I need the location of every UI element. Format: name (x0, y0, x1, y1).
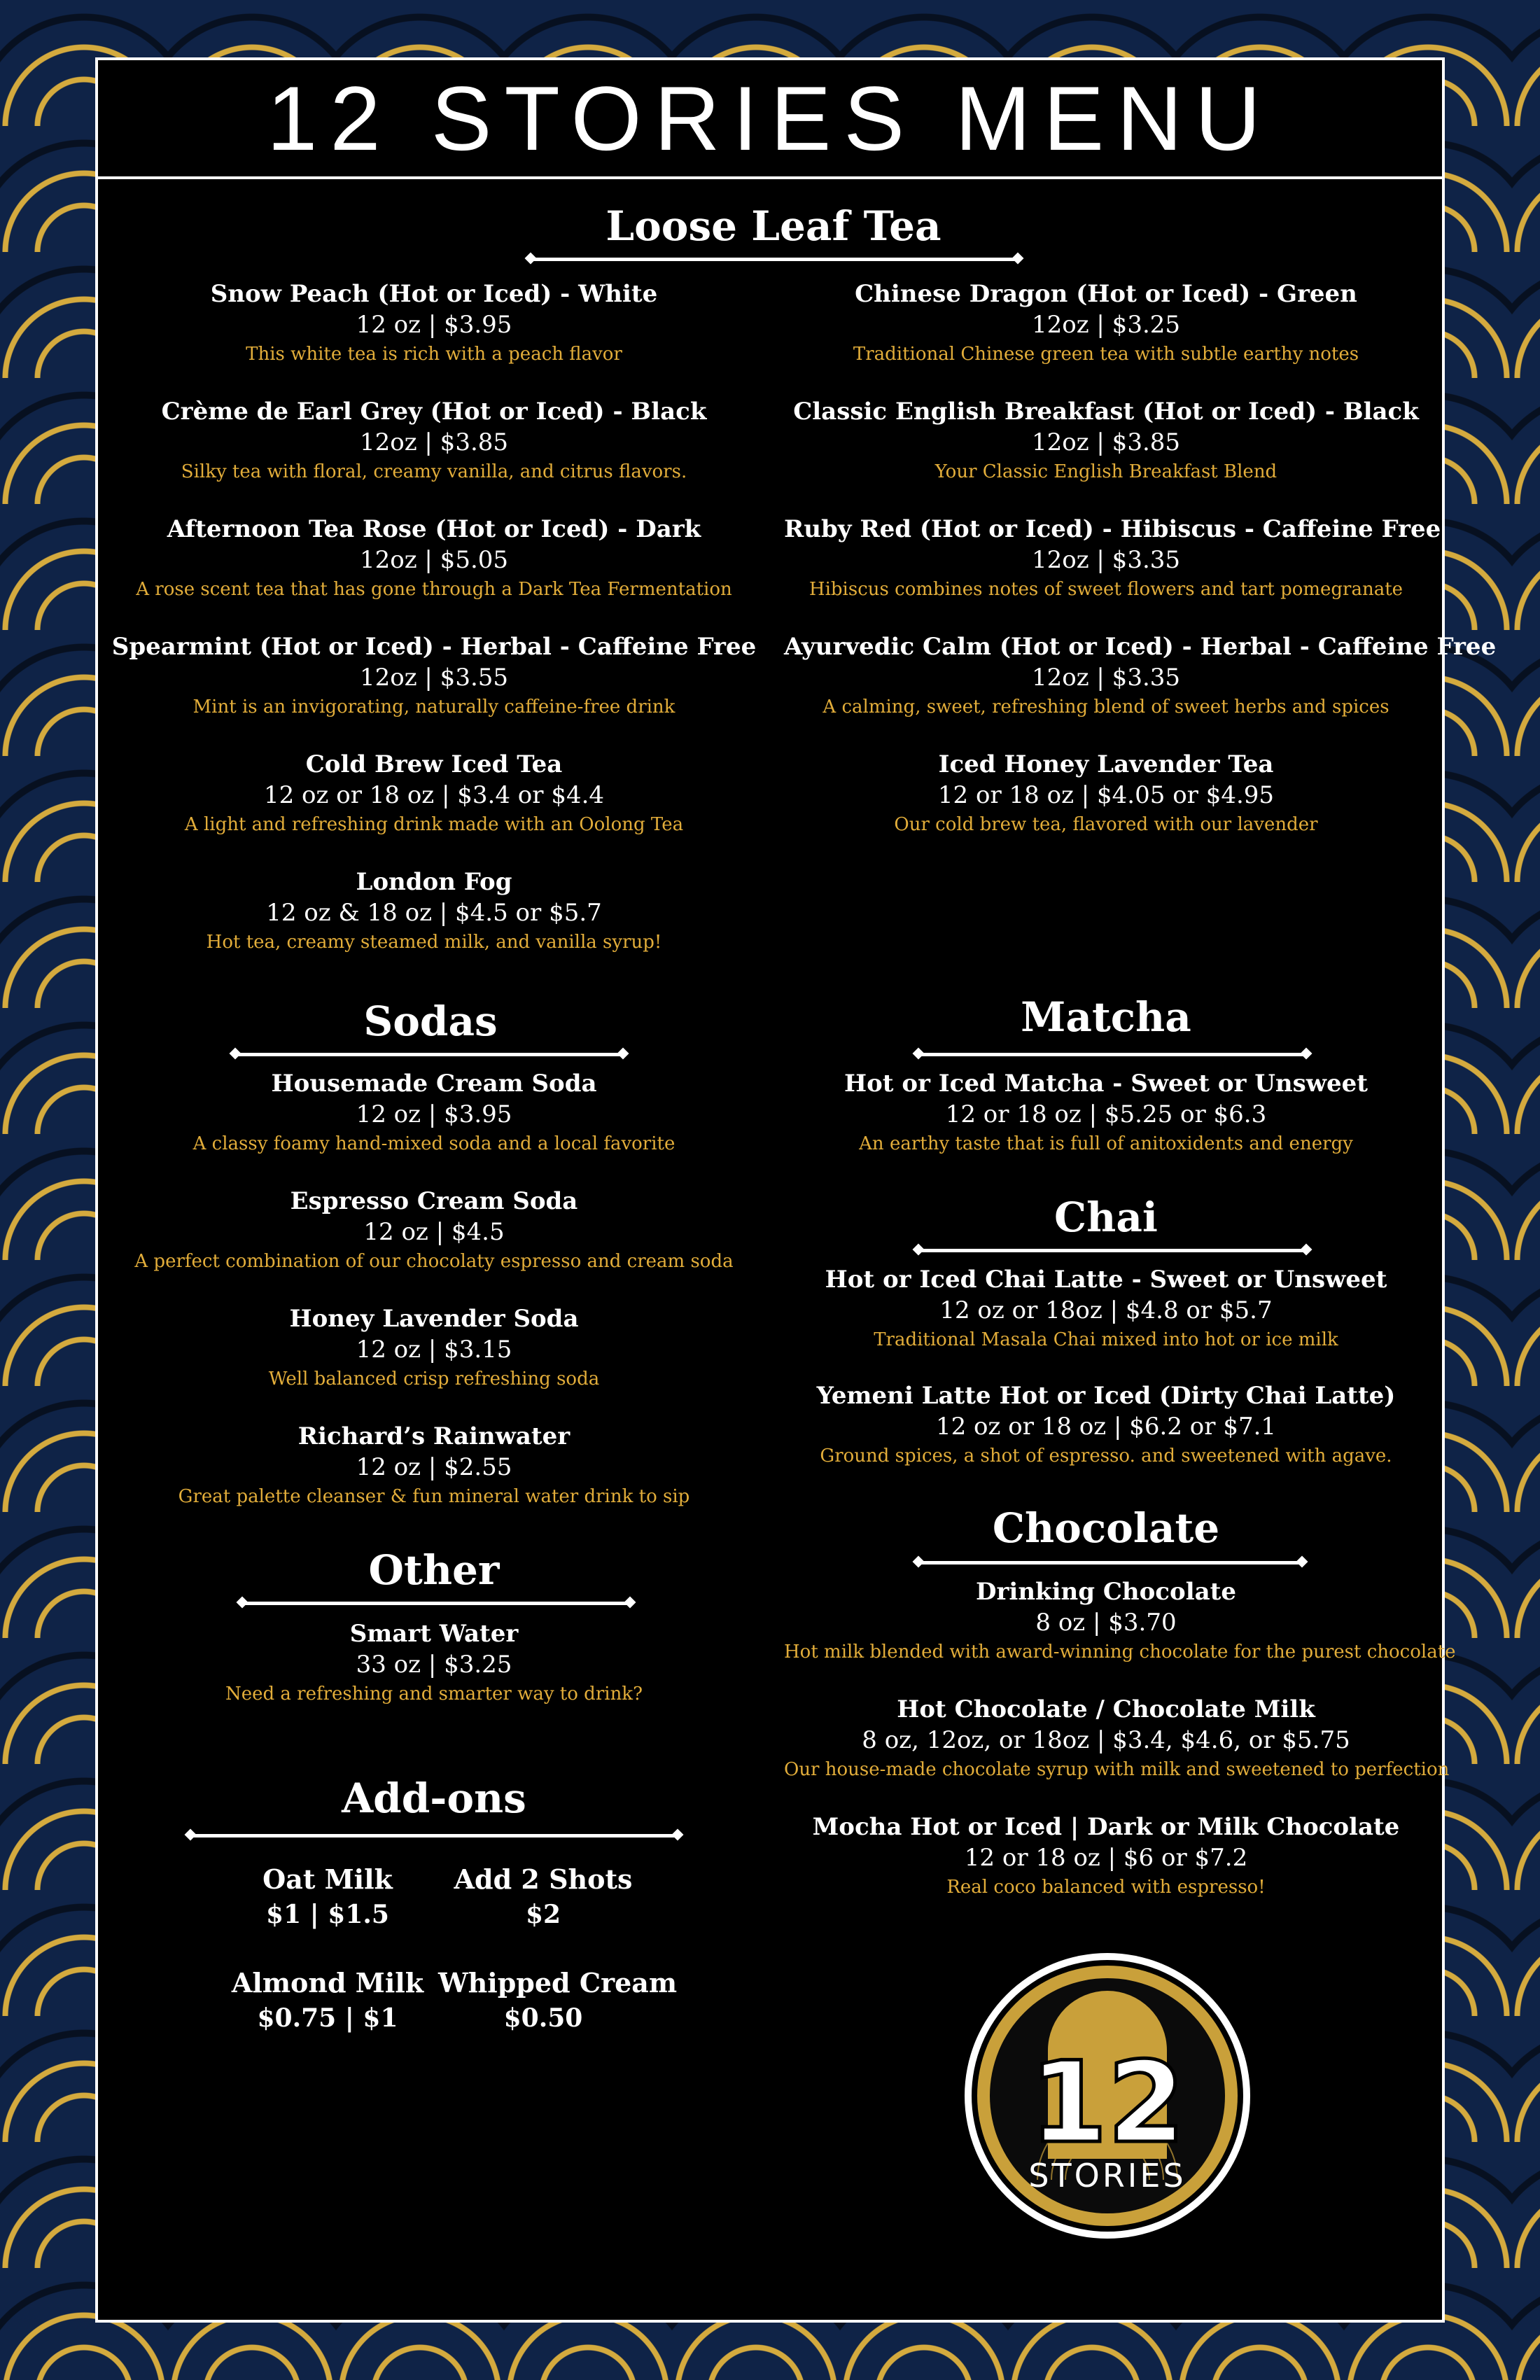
menu-item (784, 631, 1497, 721)
menu-item (98, 396, 770, 486)
item-name: Drinking Chocolate (976, 1578, 1236, 1606)
item-price: 33 oz | $3.25 (356, 1651, 512, 1679)
item-price: 12oz | $3.35 (1031, 664, 1181, 692)
item-name: Spearmint (Hot or Iced) - Herbal - Caffeine Free (111, 633, 757, 661)
item-name: Mocha Hot or Iced | Dark or Milk Chocolate (812, 1813, 1400, 1841)
item-price: 12 oz | $3.15 (356, 1336, 512, 1364)
item-price: 12oz | $3.85 (359, 428, 509, 456)
item-description: Traditional Chinese green tea with subtle earthy notes (853, 344, 1359, 365)
item-price: 12 or 18 oz | $6 or $7.2 (964, 1844, 1248, 1872)
item-price: 12 oz or 18 oz | $3.4 or $4.4 (263, 781, 605, 809)
item-price: 12 oz | $2.55 (356, 1453, 512, 1481)
addon-price: $0.50 (503, 2003, 583, 2033)
item-price: 12 oz & 18 oz | $4.5 or $5.7 (266, 899, 602, 927)
divider-loose-leaf-tea (531, 258, 1018, 261)
section-heading-sodas: Sodas (363, 997, 498, 1045)
item-price: 8 oz, 12oz, or 18oz | $3.4, $4.6, or $5.75 (862, 1726, 1350, 1754)
section-heading-loose-leaf-tea: Loose Leaf Tea (606, 202, 941, 250)
item-name: Ayurvedic Calm (Hot or Iced) - Herbal - Caffeine Free (784, 633, 1497, 661)
section-heading-other: Other (368, 1546, 500, 1594)
item-name: Cold Brew Iced Tea (305, 750, 563, 778)
item-description: A calming, sweet, refreshing blend of sweet herbs and spices (822, 696, 1390, 718)
item-name: Housemade Cream Soda (271, 1070, 597, 1098)
item-name: Yemeni Latte Hot or Iced (Dirty Chai Latte) (816, 1382, 1396, 1410)
item-description: Mint is an invigorating, naturally caffeine-free drink (192, 696, 676, 718)
12-stories-logo (960, 1949, 1254, 2243)
menu-item (784, 279, 1428, 368)
menu-item (784, 514, 1441, 603)
divider-chocolate (918, 1561, 1302, 1564)
item-price: 12 oz | $3.95 (356, 1100, 512, 1128)
item-price: 12oz | $5.05 (359, 546, 509, 574)
menu-title: 12 STORIES MENU (267, 67, 1273, 169)
item-name: Hot Chocolate / Chocolate Milk (897, 1695, 1315, 1723)
item-description: An earthy taste that is full of anitoxidents and energy (859, 1133, 1353, 1154)
addon-name: Add 2 Shots (454, 1863, 633, 1895)
section-heading-chai: Chai (1054, 1194, 1158, 1241)
menu-item (98, 1421, 770, 1511)
divider-chai (918, 1249, 1306, 1252)
addon-price: $2 (525, 1900, 561, 1929)
menu-item (98, 631, 770, 721)
section-heading-addons: Add-ons (342, 1774, 526, 1822)
item-description: Traditional Masala Chai mixed into hot or ice milk (874, 1329, 1338, 1350)
item-price: 12oz | $3.25 (1031, 311, 1181, 339)
menu-item (784, 749, 1428, 839)
item-name: Espresso Cream Soda (290, 1187, 578, 1215)
item-price: 12oz | $3.55 (359, 664, 509, 692)
section-heading-chocolate: Chocolate (992, 1504, 1220, 1552)
item-description: Need a refreshing and smarter way to drink? (225, 1684, 643, 1704)
item-description: Well balanced crisp refreshing soda (268, 1368, 600, 1390)
addon-price: $1 | $1.5 (266, 1900, 389, 1929)
item-name: Iced Honey Lavender Tea (938, 750, 1274, 778)
item-price: 12 or 18 oz | $5.25 or $6.3 (945, 1100, 1267, 1128)
menu-item (784, 1264, 1428, 1354)
addon-item (223, 1966, 433, 2036)
menu-item (98, 514, 770, 603)
item-description: Great palette cleanser & fun mineral water drink to sip (178, 1486, 690, 1507)
menu-item (98, 279, 770, 368)
item-price: 12 oz or 18 oz | $6.2 or $7.1 (935, 1413, 1277, 1441)
item-description: A perfect combination of our chocolaty espresso and cream soda (134, 1251, 734, 1272)
item-price: 12 oz | $4.5 (363, 1218, 505, 1246)
menu-item (98, 1068, 770, 1158)
menu-item (784, 396, 1428, 486)
item-name: Classic English Breakfast (Hot or Iced) - Black (793, 398, 1419, 426)
menu-item (98, 1303, 770, 1393)
menu-item (784, 1812, 1428, 1901)
item-price: 12oz | $3.85 (1031, 428, 1181, 456)
logo-numeral: 12 (1029, 2037, 1186, 2168)
item-description: Hibiscus combines notes of sweet flowers and tart pomegranate (808, 579, 1404, 600)
item-name: Snow Peach (Hot or Iced) - White (210, 280, 658, 308)
addon-name: Oat Milk (262, 1863, 393, 1895)
menu-item (98, 1618, 770, 1708)
item-description: Hot tea, creamy steamed milk, and vanilla syrup! (206, 932, 662, 953)
item-name: London Fog (356, 868, 512, 896)
divider-other (242, 1602, 630, 1605)
menu-item (784, 1694, 1450, 1784)
item-price: 12 or 18 oz | $4.05 or $4.95 (937, 781, 1275, 809)
item-price: 8 oz | $3.70 (1035, 1609, 1177, 1637)
item-description: A classy foamy hand-mixed soda and a local favorite (192, 1133, 676, 1154)
divider-addons (190, 1834, 678, 1837)
item-price: 12oz | $3.35 (1031, 546, 1181, 574)
item-name: Crème de Earl Grey (Hot or Iced) - Black (161, 398, 707, 426)
addon-item (438, 1966, 678, 2036)
item-description: This white tea is rich with a peach flavor (246, 344, 622, 365)
item-description: A rose scent tea that has gone through a Dark Tea Fermentation (136, 579, 732, 600)
item-name: Hot or Iced Chai Latte - Sweet or Unsweet (825, 1266, 1387, 1294)
logo-wordmark: STORIES (1028, 2157, 1186, 2194)
title-bar (98, 60, 1442, 179)
item-name: Richard’s Rainwater (298, 1422, 570, 1450)
menu-item (784, 1576, 1456, 1666)
item-name: Chinese Dragon (Hot or Iced) - Green (855, 280, 1357, 308)
item-description: Your Classic English Breakfast Blend (934, 461, 1278, 482)
menu-item (784, 1068, 1428, 1158)
addon-item (438, 1862, 648, 1932)
addon-name: Almond Milk (231, 1967, 424, 1998)
section-heading-matcha: Matcha (1021, 993, 1191, 1041)
addon-price: $0.75 | $1 (257, 2003, 398, 2033)
menu-item (98, 749, 770, 839)
item-description: Ground spices, a shot of espresso. and sweetened with agave. (820, 1446, 1392, 1466)
divider-sodas (235, 1053, 623, 1056)
menu-item (98, 867, 770, 956)
item-description: Our cold brew tea, flavored with our lavender (894, 814, 1318, 835)
item-name: Hot or Iced Matcha - Sweet or Unsweet (844, 1070, 1368, 1098)
menu-item (784, 1380, 1428, 1470)
item-description: Silky tea with floral, creamy vanilla, and citrus flavors. (181, 461, 687, 482)
menu-item (98, 1186, 770, 1275)
item-name: Smart Water (349, 1620, 519, 1648)
item-price: 12 oz | $3.95 (356, 311, 512, 339)
item-price: 12 oz or 18oz | $4.8 or $5.7 (939, 1296, 1273, 1324)
divider-matcha (918, 1053, 1306, 1056)
item-description: Our house-made chocolate syrup with milk and sweetened to perfection (784, 1759, 1450, 1780)
item-description: Hot milk blended with award-winning chocolate for the purest chocolate (784, 1642, 1456, 1662)
addon-item (223, 1862, 433, 1932)
item-name: Honey Lavender Soda (289, 1305, 579, 1333)
item-description: A light and refreshing drink made with an Oolong Tea (184, 814, 684, 835)
item-name: Afternoon Tea Rose (Hot or Iced) - Dark (167, 515, 701, 543)
item-description: Real coco balanced with espresso! (946, 1877, 1266, 1898)
item-name: Ruby Red (Hot or Iced) - Hibiscus - Caffeine Free (784, 515, 1441, 543)
addon-name: Whipped Cream (438, 1967, 678, 1998)
